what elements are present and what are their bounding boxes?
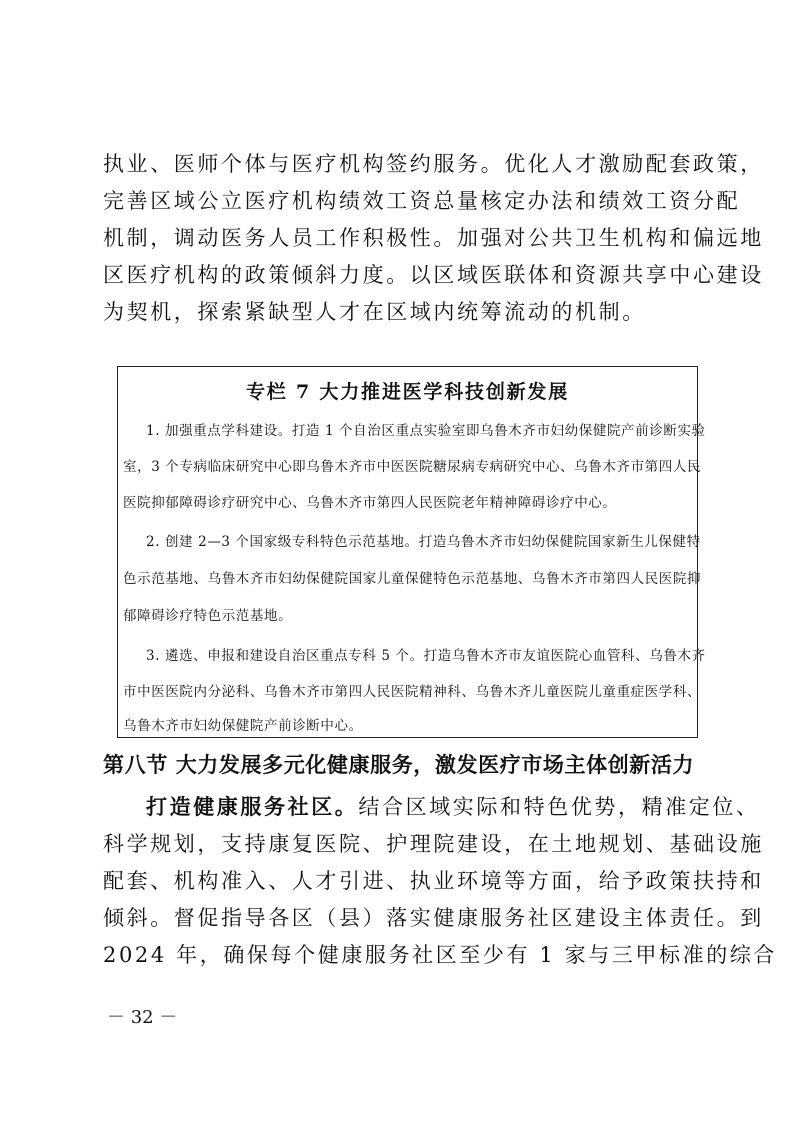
intro-line-1: 执业、医师个体与医疗机构签约服务。优化人才激励配套政策， [103,152,764,176]
column-line-3: 医院抑郁障碍诊疗研究中心、乌鲁木齐市第四人民医院老年精神障碍诊疗中心。 [123,495,617,511]
column-line-9: 乌鲁木齐市妇幼保健院产前诊断中心。 [123,718,363,734]
column-line-5: 色示范基地、乌鲁木齐市妇幼保健院国家儿童保健特色示范基地、乌鲁木齐市第四人民医院抑 [123,571,702,587]
section-line-2: 科学规划，支持康复医院、护理院建设，在土地规划、基础设施 [103,832,764,856]
page-number: － 32 － [107,1007,178,1028]
section-lead: 打造健康服务社区。 [146,794,359,819]
column-line-4: 2. 创建 2—3 个国家级专科特色示范基地。打造乌鲁木齐市妇幼保健院国家新生儿保健特 [146,534,701,550]
section-line-4: 倾斜。督促指导各区（县）落实健康服务社区建设主体责任。到 [103,906,764,930]
intro-line-5: 为契机，探索紧缺型人才在区域内统筹流动的机制。 [103,300,646,324]
intro-line-2: 完善区域公立医疗机构绩效工资总量核定办法和绩效工资分配 [103,189,741,213]
section-line-5: 2024 年，确保每个健康服务社区至少有 1 家与三甲标准的综合 [103,943,778,967]
column-box [117,366,706,738]
column-line-2: 室，3 个专病临床研究中心即乌鲁木齐市中医医院糖尿病专病研究中心、乌鲁木齐市第四人民 [123,459,702,475]
section-line-3: 配套、机构准入、人才引进、执业环境等方面，给予政策扶持和 [103,869,764,893]
column-title: 专栏 7 大力推进医学科技创新发展 [245,381,570,403]
section-heading: 第八节 大力发展多元化健康服务，激发医疗市场主体创新活力 [103,752,695,777]
intro-line-4: 区医疗机构的政策倾斜力度。以区域医联体和资源共享中心建设 [103,263,764,287]
column-line-6: 郁障碍诊疗特色示范基地。 [123,608,293,624]
section-line-1 [146,793,760,821]
column-line-8: 市中医医院内分泌科、乌鲁木齐市第四人民医院精神科、乌鲁木齐儿童医院儿童重症医学科、 [123,684,702,700]
intro-line-3: 机制，调动医务人员工作积极性。加强对公共卫生机构和偏远地 [103,226,764,250]
column-line-7: 3. 遴选、申报和建设自治区重点专科 5 个。打造乌鲁木齐市友谊医院心血管科、乌鲁木齐 [146,648,706,664]
column-line-1: 1. 加强重点学科建设。打造 1 个自治区重点实验室即乌鲁木齐市妇幼保健院产前诊断实验 [146,423,706,439]
section-line-1-rest: 结合区域实际和特色优势，精准定位、 [358,795,760,819]
